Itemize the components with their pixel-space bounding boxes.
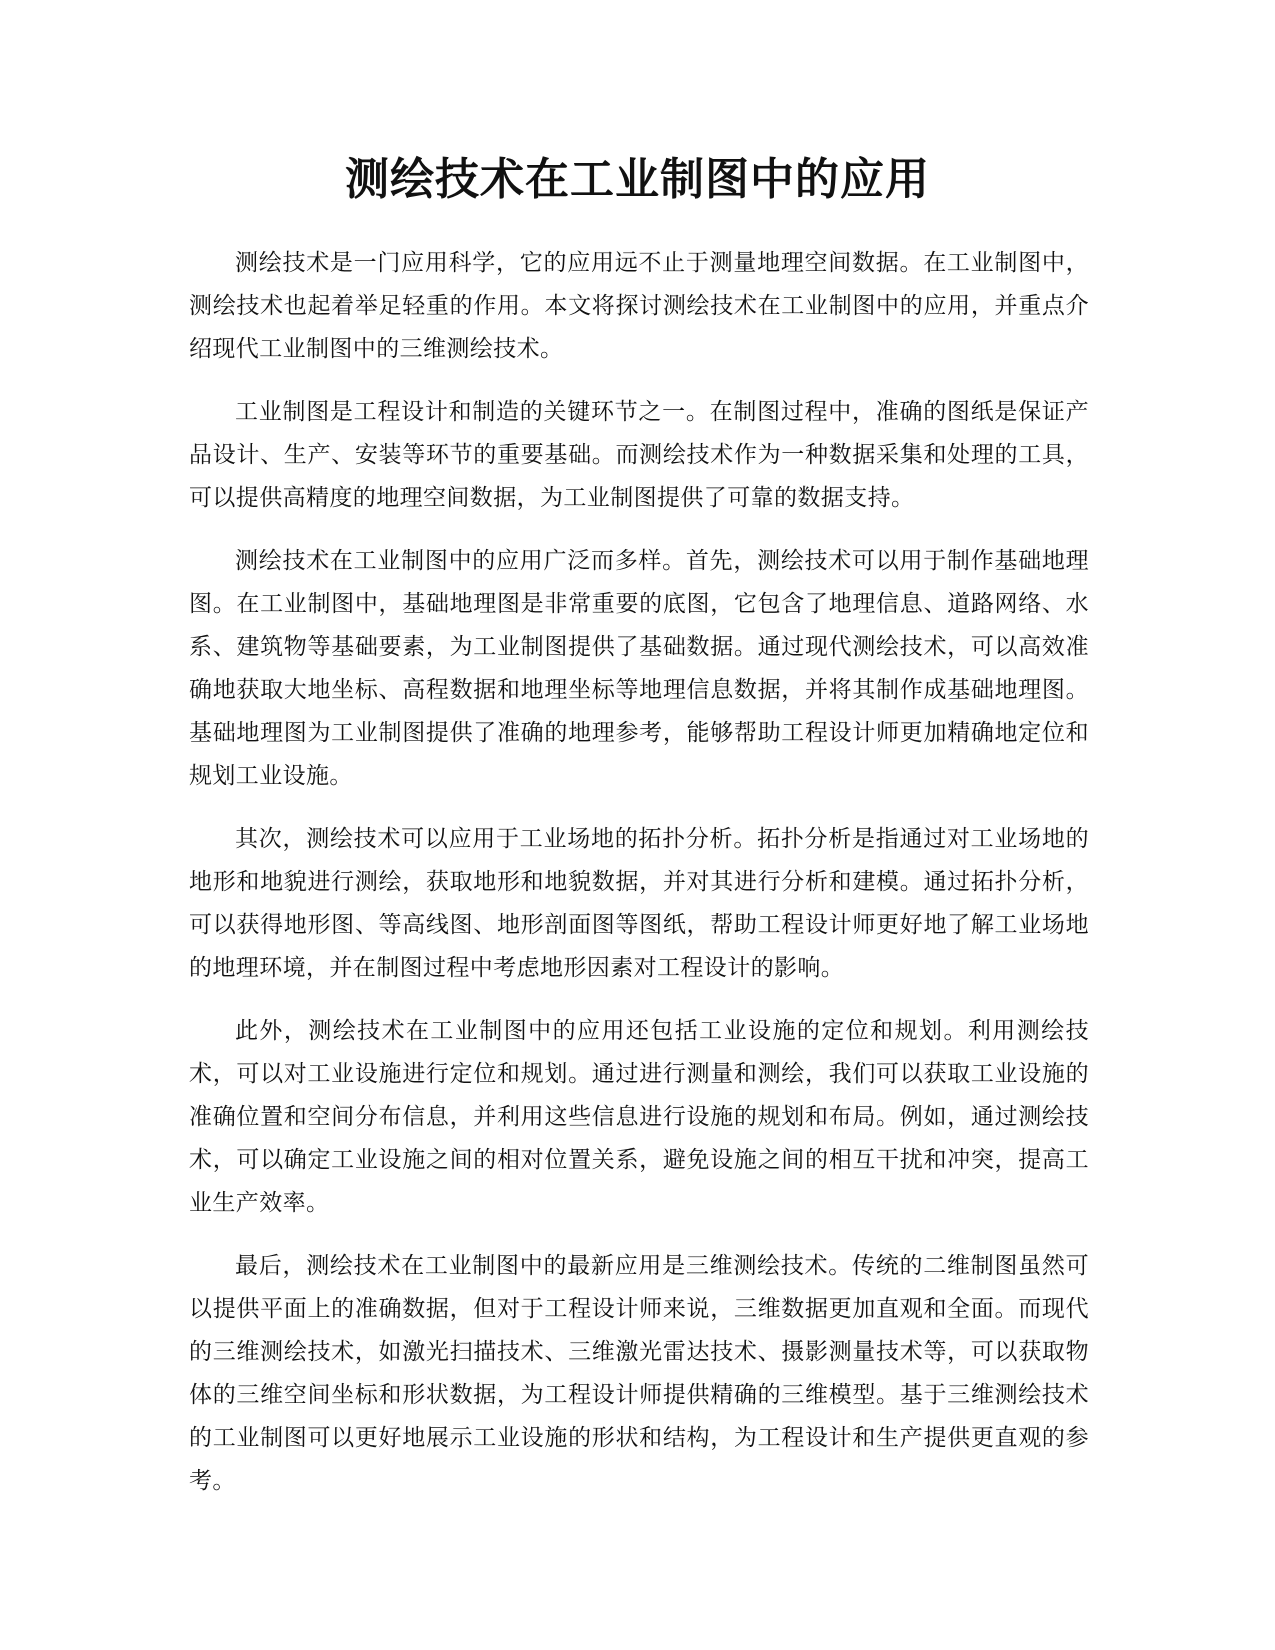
document-body xyxy=(189,242,1089,1523)
paragraph-2: 工业制图是工程设计和制造的关键环节之一。在制图过程中，准确的图纸是保证产品设计、生产、安装等环节的重要基础。而测绘技术作为一种数据采集和处理的工具，可以提供高精度的地理空间数据，为工业制图提供了可靠的数据支持。 xyxy=(189,399,1089,511)
document-title: 测绘技术在工业制图中的应用 xyxy=(345,154,930,205)
paragraph-5: 此外，测绘技术在工业制图中的应用还包括工业设施的定位和规划。利用测绘技术，可以对工业设施进行定位和规划。通过进行测量和测绘，我们可以获取工业设施的准确位置和空间分布信息，并利用这些信息进行设施的规划和布局。例如，通过测绘技术，可以确定工业设施之间的相对位置关系，避免设施之间的相互干扰和冲突，提高工业生产效率。 xyxy=(189,1018,1089,1216)
paragraph-6: 最后，测绘技术在工业制图中的最新应用是三维测绘技术。传统的二维制图虽然可以提供平面上的准确数据，但对于工程设计师来说，三维数据更加直观和全面。而现代的三维测绘技术，如激光扫描技术、三维激光雷达技术、摄影测量技术等，可以获取物体的三维空间坐标和形状数据，为工程设计师提供精确的三维模型。基于三维测绘技术的工业制图可以更好地展示工业设施的形状和结构，为工程设计和生产提供更直观的参考。 xyxy=(189,1253,1089,1494)
paragraph-1: 测绘技术是一门应用科学，它的应用远不止于测量地理空间数据。在工业制图中，测绘技术也起着举足轻重的作用。本文将探讨测绘技术在工业制图中的应用，并重点介绍现代工业制图中的三维测绘技术。 xyxy=(189,250,1089,362)
paragraph-3: 测绘技术在工业制图中的应用广泛而多样。首先，测绘技术可以用于制作基础地理图。在工业制图中，基础地理图是非常重要的底图，它包含了地理信息、道路网络、水系、建筑物等基础要素，为工业制图提供了基础数据。通过现代测绘技术，可以高效准确地获取大地坐标、高程数据和地理坐标等地理信息数据，并将其制作成基础地理图。基础地理图为工业制图提供了准确的地理参考，能够帮助工程设计师更加精确地定位和规划工业设施。 xyxy=(189,548,1089,789)
paragraph-4: 其次，测绘技术可以应用于工业场地的拓扑分析。拓扑分析是指通过对工业场地的地形和地貌进行测绘，获取地形和地貌数据，并对其进行分析和建模。通过拓扑分析，可以获得地形图、等高线图、地形剖面图等图纸，帮助工程设计师更好地了解工业场地的地理环境，并在制图过程中考虑地形因素对工程设计的影响。 xyxy=(189,826,1089,981)
